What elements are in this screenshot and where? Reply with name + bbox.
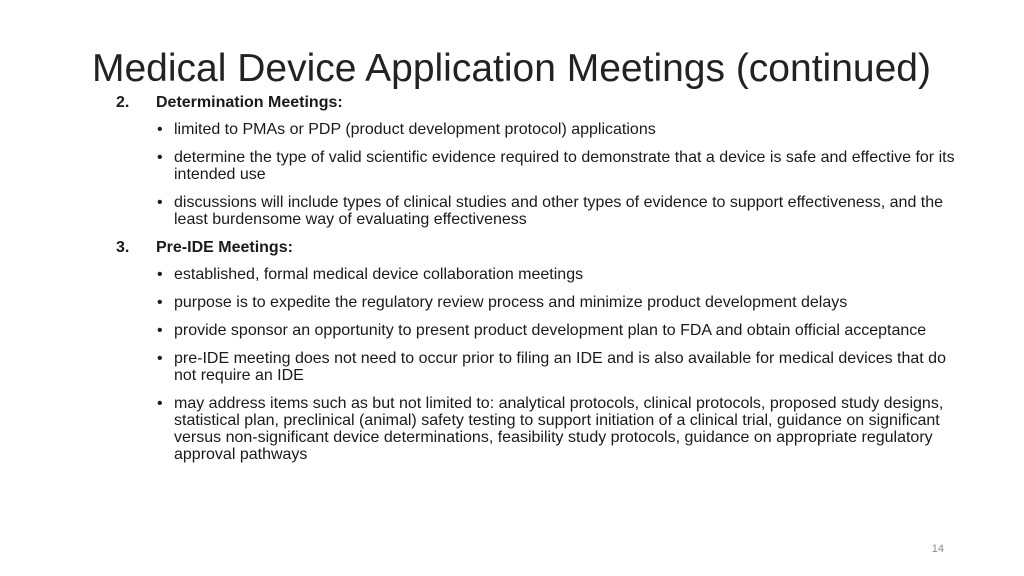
bullet-item bbox=[157, 294, 956, 311]
bullet-icon: • bbox=[157, 266, 163, 283]
bullet-text: discussions will include types of clinical studies and other types of evidence to support effectiveness, and the least burdensome way of evaluating effectiveness bbox=[174, 194, 944, 228]
bullet-text: established, formal medical device collaboration meetings bbox=[174, 266, 584, 283]
bullet-item bbox=[157, 322, 956, 339]
bullet-icon: • bbox=[157, 194, 163, 211]
bullet-text: provide sponsor an opportunity to present product development plan to FDA and obtain official acceptance bbox=[174, 322, 927, 339]
bullet-item bbox=[157, 395, 956, 463]
slide-title: Medical Device Application Meetings (continued) bbox=[92, 47, 931, 90]
section-pre-ide-meetings bbox=[116, 239, 956, 463]
bullet-list bbox=[116, 266, 956, 463]
bullet-icon: • bbox=[157, 350, 163, 367]
bullet-item bbox=[157, 149, 956, 183]
bullet-text: limited to PMAs or PDP (product development protocol) applications bbox=[174, 121, 656, 138]
bullet-icon: • bbox=[157, 149, 163, 166]
bullet-item bbox=[157, 350, 956, 384]
section-heading bbox=[116, 239, 956, 256]
bullet-icon: • bbox=[157, 121, 163, 138]
bullet-list bbox=[116, 121, 956, 228]
bullet-item bbox=[157, 266, 956, 283]
bullet-text: purpose is to expedite the regulatory review process and minimize product development delays bbox=[174, 294, 848, 311]
section-number: 3. bbox=[116, 239, 130, 256]
slide-content bbox=[116, 94, 956, 474]
section-number: 2. bbox=[116, 94, 130, 111]
bullet-text: pre-IDE meeting does not need to occur prior to filing an IDE and is also available for medical devices that do not require an IDE bbox=[174, 350, 946, 384]
bullet-item bbox=[157, 121, 956, 138]
section-title: Pre-IDE Meetings: bbox=[156, 239, 293, 256]
bullet-item bbox=[157, 194, 956, 228]
section-heading bbox=[116, 94, 956, 111]
bullet-icon: • bbox=[157, 395, 163, 412]
bullet-icon: • bbox=[157, 294, 163, 311]
page-number: 14 bbox=[931, 543, 944, 555]
bullet-text: determine the type of valid scientific evidence required to demonstrate that a device is safe and effective for its intended use bbox=[174, 149, 955, 183]
section-determination-meetings bbox=[116, 94, 956, 228]
bullet-icon: • bbox=[157, 322, 163, 339]
section-title: Determination Meetings: bbox=[156, 94, 343, 111]
bullet-text: may address items such as but not limited to: analytical protocols, clinical protocols, proposed study designs, statistical plan, preclinical (animal) safety testing to support initiation of a clinical trial, guidance on significant versus non-significant device determinations, feasibility study protocols, guidance on appropriate regulatory approval pathways bbox=[174, 395, 944, 463]
